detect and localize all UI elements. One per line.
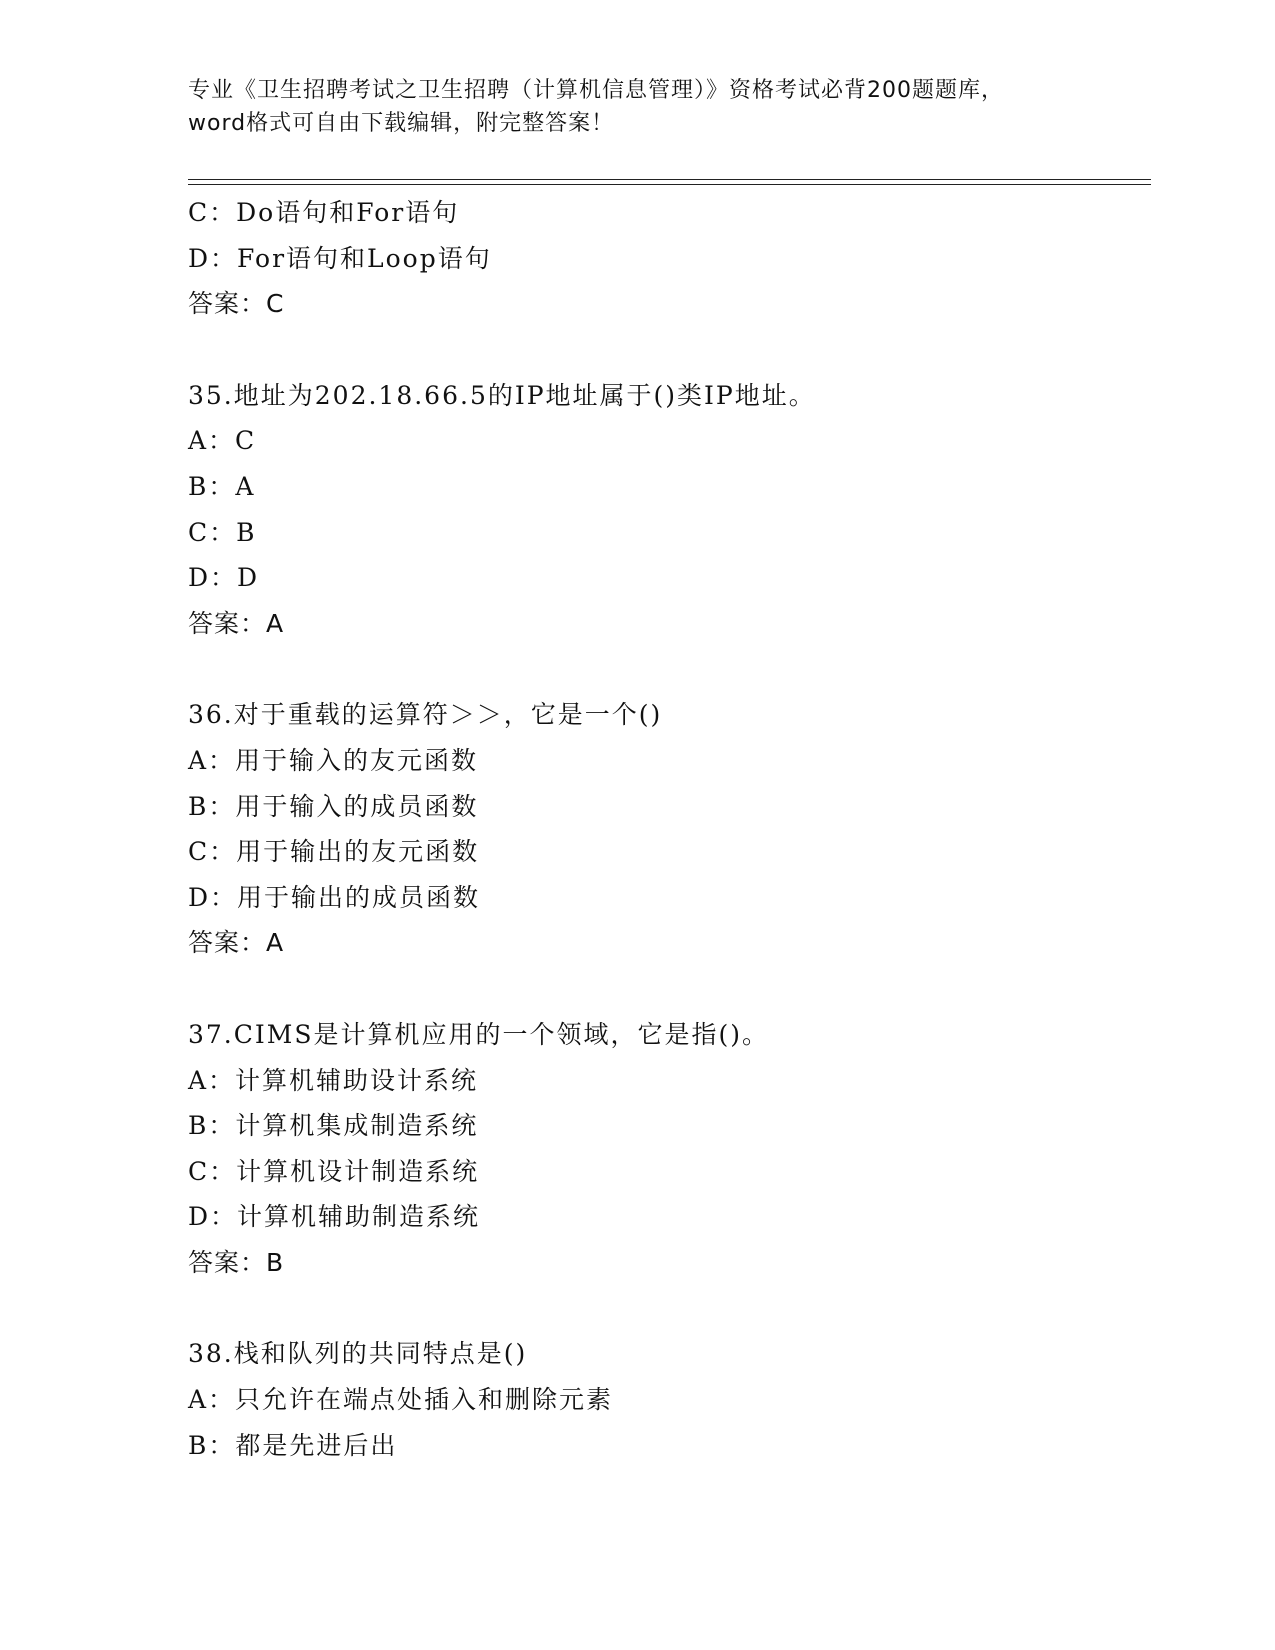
spacer <box>188 327 1148 373</box>
answer-line: 答案：B <box>188 1247 285 1277</box>
spacer <box>188 966 1148 1012</box>
question-35-block <box>188 373 1148 647</box>
option-c: C：Do语句和For语句 <box>188 198 460 227</box>
option-d: D：D <box>188 563 260 593</box>
header-divider-bottom <box>188 184 1151 185</box>
option-c: C：用于输出的友元函数 <box>188 837 480 867</box>
question-stem: 38.栈和队列的共同特点是() <box>188 1339 528 1369</box>
header-divider-top <box>188 179 1151 180</box>
option-c: C：B <box>188 517 257 547</box>
question-36-block <box>188 692 1148 966</box>
option-d: D：计算机辅助制造系统 <box>188 1202 481 1232</box>
answer-line: 答案：A <box>188 928 285 958</box>
option-a: A：只允许在端点处插入和删除元素 <box>188 1385 614 1415</box>
option-c: C：计算机设计制造系统 <box>188 1156 480 1186</box>
answer-line: 答案：C <box>188 289 285 319</box>
option-a: A：用于输入的友元函数 <box>188 745 479 775</box>
question-stem: 37.CIMS是计算机应用的一个领域，它是指()。 <box>188 1019 769 1049</box>
option-d: D：用于输出的成员函数 <box>188 882 481 912</box>
option-b: B：都是先进后出 <box>188 1430 398 1460</box>
header-title-line-2: word格式可自由下载编辑，附完整答案！ <box>188 111 615 136</box>
option-b: B：用于输入的成员函数 <box>188 791 479 821</box>
option-b: B：计算机集成制造系统 <box>188 1111 479 1141</box>
answer-line: 答案：A <box>188 608 285 638</box>
spacer <box>188 1285 1148 1331</box>
question-37-block <box>188 1012 1148 1286</box>
question-stem: 36.对于重载的运算符＞＞，它是一个() <box>188 700 663 730</box>
option-d: D：For语句和Loop语句 <box>188 243 492 273</box>
question-list <box>188 190 1148 1468</box>
option-a: A：C <box>188 426 257 456</box>
option-b: B：A <box>188 471 256 501</box>
option-a: A：计算机辅助设计系统 <box>188 1065 479 1095</box>
document-header <box>188 74 1088 140</box>
question-stem: 35.地址为202.18.66.5的IP地址属于()类IP地址。 <box>188 380 816 410</box>
question-38-block <box>188 1331 1148 1468</box>
header-title-line-1: 专业《卫生招聘考试之卫生招聘（计算机信息管理）》资格考试必背200题题库， <box>188 78 1004 103</box>
question-34-block <box>188 190 1148 327</box>
spacer <box>188 646 1148 692</box>
